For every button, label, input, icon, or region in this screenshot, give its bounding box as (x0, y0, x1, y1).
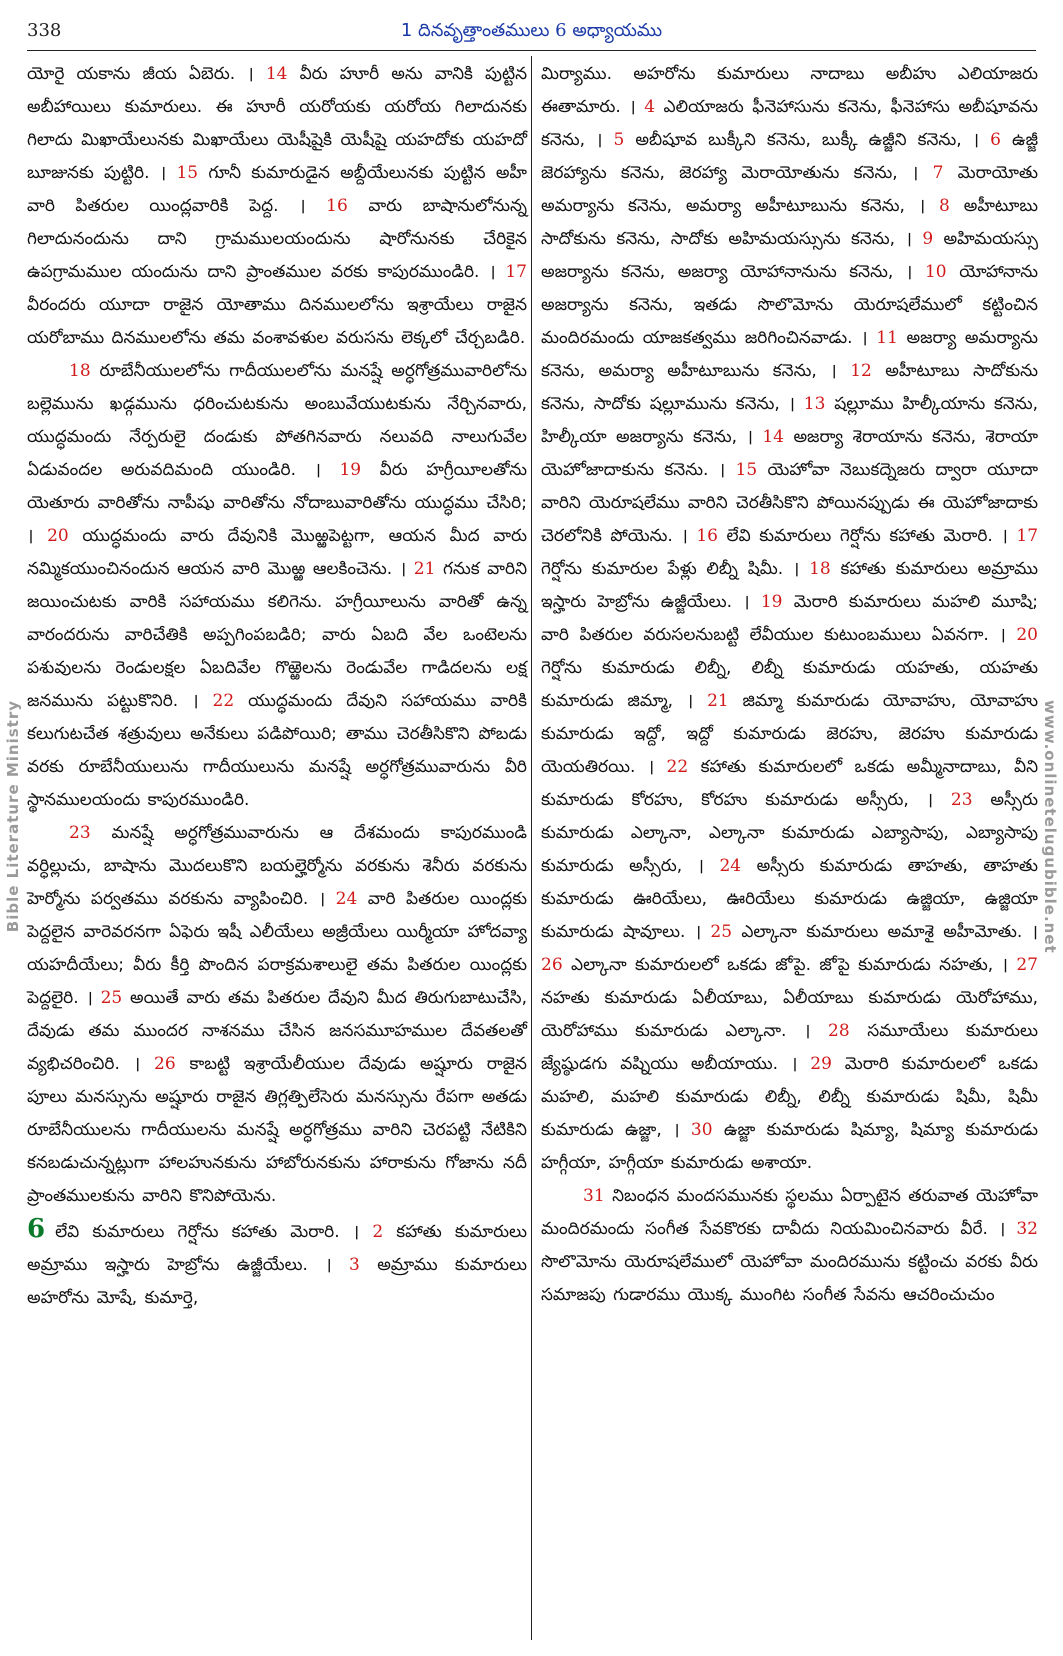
verse-number: 24 (335, 889, 358, 909)
verse-text: వారు బాషానులోనున్న గిలాదునందును దాని గ్రామములయందును షారోనునకు చేరికైన ఉపగ్రామముల యందును దాని ప్రాంతముల వరకు కాపురముండిరి. । (27, 196, 528, 282)
verse-text: నిబంధన మందసమునకు స్థలము ఏర్పాటైన తరువాత యెహోవా మందిరమందు సంగీత సేవకొరకు దావీదు నియమించినవారు వీరే. । (541, 1186, 1039, 1239)
verse-text: యెహోవా నెబుకద్నెజరు ద్వారా యూదా వారిని యెరూషలేము వారిని చెరతీసికొని పోయినప్పుడు ఈ యెహోజాదాకు చెరలోనికి పోయెను. । (541, 460, 1039, 546)
verse-text: కాబట్టి ఇశ్రాయేలీయుల దేవుడు అష్షూరు రాజైన పూలు మనస్సును అష్షూరు రాజైన తిగ్లత్పిలేసెరు మనస్సును రేపగా అతడు రూబేనీయులను గాదీయులను మనష్షే అర్ధగోత్రము వారిని చెరపట్టి నేటికిని కనబడుచున్నట్లుగా హాలహునకును హాబోరునకును హారాకును గోజాను నదీ ప్రాంతములకును వారిని కొనిపోయెను. (27, 1054, 527, 1206)
side-watermark-right: www.onlinetelugubible.net (1041, 700, 1059, 954)
verse-text: గెర్షోను కుమారుల పేళ్లు లిబ్నీ షిమీ. । (541, 559, 800, 579)
verse-text: మెరాయోతు అమర్యాను కనెను, అమర్యా అహీటూబును కనెను, । (541, 163, 1038, 216)
verse-text: సమూయేలు కుమారులు జ్యేష్ఠుడగు వష్నియు అబీయాయు. । (541, 1021, 1038, 1074)
verse-text: జిమ్మా కుమారుడు యోవాహు, యోవాహు కుమారుడు ఇద్దో, ఇద్దో కుమారుడు జెరహు, జెరహు కుమారుడు యెయతిరయి. । (541, 691, 1039, 777)
verse-number: 18 (809, 559, 831, 579)
verse-number: 15 (176, 163, 199, 183)
verse-number: 31 (583, 1186, 605, 1206)
left-column (27, 58, 527, 1315)
verse-number: 25 (710, 922, 733, 942)
verse-text: అహీటూబు సాదోకును కనెను, సాదోకు అహిమయస్సును కనెను, । (541, 196, 1038, 249)
chapter-number: 6 (555, 20, 567, 41)
verse-number: 27 (1016, 955, 1038, 975)
verse-text: గనుక వారిని జయించుటకు వారికి సహాయము కలిగెను. హగ్రీయీలును వారితో ఉన్న వారందరును వారిచేతికి అప్పగింపబడిరి; వారు ఏబది వేల ఒంటెలను పశువులను రెండులక్షల ఏబదివేల గొఱ్ఱెలను రెండువేల గాడిదలను లక్ష జనమును పట్టుకొనిరి. । (27, 559, 528, 711)
verse-number: 20 (1016, 625, 1038, 645)
paragraph (27, 355, 527, 817)
verse-text: ఎలియాజరు ఫీనెహాసును కనెను, ఫీనెహాసు అబీషూవను కనెను, । (541, 97, 1039, 150)
paragraph (541, 58, 1038, 1180)
book-title: 1 దినవృత్తాంతములు (400, 20, 550, 41)
verse-text: రూబేనీయులలోను గాదీయులలోను మనష్షే అర్ధగోత్రమువారిలోను బల్లెమును ఖడ్గమును ధరించుటకును అంబువేయుటకును నేర్చినవారు, యుద్ధమందు నేర్పరులై దండుకు పోతగినవారు నలువది నాలుగువేల ఏడువందల అరువదిమంది యుండిరి. । (27, 361, 527, 480)
verse-text: షల్లూము హిల్కీయాను కనెను, హిల్కీయా అజర్యాను కనెను, । (541, 394, 1039, 447)
verse-number: 21 (707, 691, 729, 711)
verse-text: యుద్ధమందు దేవుని సహాయము వారికి కలుగుటచేత శత్రువులు అనేకులు పడిపోయిరి; తాము చెరతీసికొని పోబడు వరకు రూబేనీయులును గాదీయులును మనష్షే అర్ధగోత్రమువారును వీరి స్థానములయందు కాపురముండిరి. (27, 691, 527, 810)
verse-text: ఎల్కానా కుమారులు అమాశై అహీమోతు. । (741, 922, 1038, 942)
verse-number: 20 (47, 526, 69, 546)
verse-text: ఎల్కానా కుమారులలో ఒకడు జోపై. జోపై కుమారుడు నహతు, । (571, 955, 1008, 975)
verse-text: మెరారి కుమారులు మహలి మూషి; వారి పితరుల వరుసలనుబట్టి లేవీయుల కుటుంబములు ఏవనగా. । (541, 592, 1039, 645)
verse-text: కహాతు కుమారులు అమ్రాము ఇస్హారు హెబ్రోను ఉజ్జీయేలు. । (27, 1222, 527, 1275)
verse-number: 19 (339, 460, 362, 480)
verse-number: 23 (950, 790, 973, 810)
verse-number: 11 (876, 328, 898, 348)
verse-number: 7 (932, 163, 944, 183)
verse-text: మనష్షే అర్ధగోత్రమువారును ఆ దేశమందు కాపురముండి వర్ధిల్లుచు, బాషాను మొదలుకొని బయల్హెర్మోను వరకును శెనీరు వరకును హెర్మోను పర్వతము వరకును వ్యాపించిరి. । (27, 823, 528, 909)
verse-number: 8 (939, 196, 950, 216)
verse-text: గెర్షోను కుమారుడు లిబ్నీ, లిబ్నీ కుమారుడు యహతు, యహతు కుమారుడు జిమ్మా, । (541, 658, 1038, 711)
verse-text: అహీటూబు సాదోకును కనెను, సాదోకు షల్లూమును కనెను, । (541, 361, 1039, 414)
verse-text: అస్సీరు కుమారుడు ఎల్కానా, ఎల్కానా కుమారుడు ఎబ్యాసాపు, ఎబ్యాసాపు కుమారుడు అస్సీరు, । (541, 790, 1039, 876)
verse-text: కహాతు కుమారులలో ఒకడు అమ్మీనాదాబు, వీని కుమారుడు కోరహు, కోరహు కుమారుడు అస్సీరు, । (541, 757, 1039, 810)
verse-text: అస్సీరు కుమారుడు తాహతు, తాహతు కుమారుడు ఊరియేలు, ఊరియేలు కుమారుడు ఉజ్జియా, ఉజ్జియా కుమారుడు షావూలు. । (541, 856, 1039, 942)
verse-text: అహిమయస్సు అజర్యాను కనెను, అజర్యా యోహానానును కనెను, । (541, 229, 1038, 282)
verse-number: 9 (922, 229, 934, 249)
verse-text: అజర్యా అమర్యాను కనెను, అమర్యా అహీటూబును కనెను, । (541, 328, 1039, 381)
verse-text: యోహానాను అజర్యాను కనెను, ఇతడు సొలొమోను యెరూషలేములో కట్టించిన మందిరమందు యాజకత్వము జరిగించినవాడు. । (541, 262, 1039, 348)
verse-number: 28 (828, 1021, 850, 1041)
right-column (541, 58, 1038, 1312)
verse-text: కహాతు కుమారులు అమ్రాము ఇస్హారు హెబ్రోను ఉజ్జీయేలు. । (541, 559, 1038, 612)
verse-text: ఉజ్జా కుమారుడు షిమ్యా, షిమ్యా కుమారుడు హగ్గీయా, హగ్గీయా కుమారుడు అశాయా. (541, 1120, 1038, 1173)
verse-number: 26 (541, 955, 563, 975)
column-divider (531, 56, 532, 1640)
verse-number: 10 (924, 262, 947, 282)
page-number: 338 (27, 20, 62, 41)
verse-text: లేవి కుమారులు గెర్షోను కహాతు మెరారి. । (55, 1222, 360, 1242)
verse-number: 25 (100, 988, 123, 1008)
verse-text: మిర్యాము. అహరోను కుమారులు నాదాబు అబీహు ఎలియాజరు ఈతామారు. । (541, 64, 1038, 117)
verse-number: 12 (850, 361, 872, 381)
verse-number: 17 (505, 262, 527, 282)
verse-text: గూనీ కుమారుడైన అబ్దీయేలునకు పుట్టిన అహీ వారి పితరుల యింద్లవారికి పెద్ద. । (27, 163, 527, 216)
verse-text: అమ్రాము కుమారులు అహరోను మోషే, కుమార్తె, (27, 1255, 528, 1308)
verse-text: వారి పితరుల యింద్లకు పెద్దలైన వారెవరనగా ఏఫెరు ఇషీ ఎలీయేలు అజ్రీయేలు యిర్మీయా హోదవ్యా యహదీయేలు; వీరు కీర్తి పొందిన పరాక్రమశాలులై తమ పితరుల యింద్లకు పెద్దలైరి. । (27, 889, 528, 1008)
verse-number: 17 (1016, 526, 1039, 546)
verse-number: 3 (349, 1255, 360, 1275)
verse-number: 13 (803, 394, 826, 414)
verse-text: అయితే వారు తమ పితరుల దేవుని మీద తిరుగుబాటుచేసి, దేవుడు తమ ముందర నాశనము చేసిన జనసమూహముల దేవతలతో వ్యభిచరించిరి. । (27, 988, 528, 1074)
verse-number: 26 (154, 1054, 176, 1074)
paragraph (27, 817, 527, 1213)
verse-number: 14 (762, 427, 784, 447)
chapter-drop-number: 6 (27, 1214, 46, 1244)
verse-number: 14 (265, 64, 288, 84)
verse-number: 6 (990, 130, 1001, 150)
paragraph (27, 58, 527, 355)
verse-number: 18 (69, 361, 91, 381)
verse-number: 16 (326, 196, 348, 216)
paragraph (541, 1180, 1038, 1312)
verse-number: 29 (810, 1054, 832, 1074)
verse-number: 4 (644, 97, 656, 117)
side-watermark-left: Bible Literature Ministry (4, 700, 22, 933)
verse-text: నహతు కుమారుడు ఏలీయాబు, ఏలీయాబు కుమారుడు యెరోహాము, యెరోహాము కుమారుడు ఎల్కానా. । (541, 988, 1038, 1041)
verse-text: సొలొమోను యెరూషలేములో యెహోవా మందిరమును కట్టించు వరకు వీరు సమాజపు గుడారము యొక్క ముంగిట సంగీత సేవను ఆచరించుచుం (541, 1252, 1038, 1305)
verse-number: 15 (735, 460, 758, 480)
verse-number: 22 (212, 691, 235, 711)
verse-number: 23 (69, 823, 91, 843)
verse-text: వీరు హూరీ అను వానికి పుట్టిన అబీహాయిలు కుమారులు. ఈ హూరీ యరోయకు యరోయ గిలాదునకు గిలాదు మిఖాయేలునకు మిఖాయేలు యెషీషైకి యెషీషై యహదోకు యహదో బూజునకు పుట్టిరి. । (27, 64, 528, 183)
verse-text: మెరారి కుమారులలో ఒకడు మహలి, మహలి కుమారుడు లిబ్నీ, లిబ్నీ కుమారుడు షిమీ, షిమీ కుమారుడు ఉజ్జా, । (541, 1054, 1038, 1140)
header-rule (27, 50, 1036, 51)
verse-text: వీరందరు యూదా రాజైన యోతాము దినములలోను ఇశ్రాయేలు రాజైన యరోబాము దినములలోను తమ వంశావళుల వరుసను లెక్కలో చేర్చబడిరి. (27, 295, 527, 348)
verse-text: వీరు హగ్రీయీలతోను యెతూరు వారితోను నాపీషు వారితోను నోదాబువారితోను యుద్ధము చేసిరి; । (27, 460, 528, 546)
verse-text: ఉజ్జీ జెరహ్యాను కనెను, జెరహ్యా మెరాయోతును కనెను, । (541, 130, 1038, 183)
verse-number: 16 (696, 526, 718, 546)
verse-text: యోరై యకాను జీయ ఏబెరు. । (27, 64, 254, 84)
running-title (0, 20, 1063, 45)
verse-number: 21 (413, 559, 436, 579)
verse-number: 2 (372, 1222, 384, 1242)
verse-text: యుద్ధమందు వారు దేవునికి మొఱ్ఱపెట్టగా, ఆయన మీద వారు నమ్మికయుంచినందున ఆయన వారి మొఱ్ఱ ఆలకించెను. । (27, 526, 527, 579)
chapter-word: అధ్యాయము (572, 20, 663, 41)
verse-number: 22 (666, 757, 689, 777)
verse-number: 19 (760, 592, 783, 612)
verse-number: 30 (690, 1120, 713, 1140)
verse-text: అబీషూవ బుక్కీని కనెను, బుక్కీ ఉజ్జీని కనెను, । (635, 130, 980, 150)
verse-text: అజర్యా శెరాయాను కనెను, శెరాయా యెహోజాదాకును కనెను. । (541, 427, 1039, 480)
verse-text: లేవి కుమారులు గెర్షోను కహాతు మెరారి. । (726, 526, 1008, 546)
paragraph (27, 1213, 527, 1315)
verse-number: 24 (719, 856, 742, 876)
verse-number: 32 (1016, 1219, 1038, 1239)
verse-number: 5 (613, 130, 625, 150)
